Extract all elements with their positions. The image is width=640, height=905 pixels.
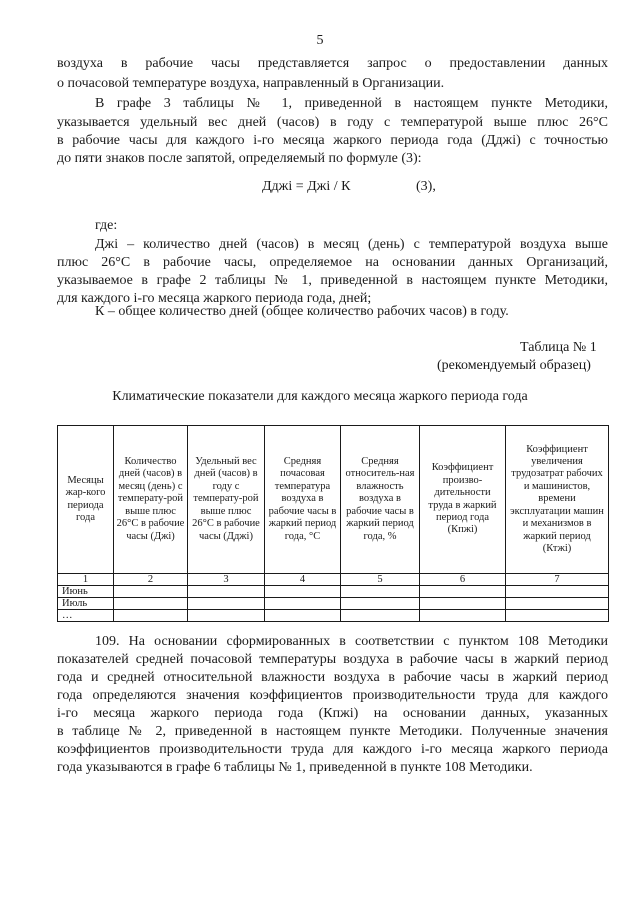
def1-line-4: для каждого i-го месяца жаркого периода года, дней; xyxy=(57,291,372,306)
col-number: 5 xyxy=(341,574,420,586)
header-avg-humidity: Средняя относитель-ная влажность воздуха в рабочие часы в жаркий период года, % xyxy=(341,426,420,574)
formula-expression: Дджi = Джi / К xyxy=(262,179,351,194)
climate-table xyxy=(57,425,609,622)
row-label: Июль xyxy=(58,598,114,610)
row-label: Июнь xyxy=(58,586,114,598)
def1-line-1: Джi – количество дней (часов) в месяц (день) с температурой воздуха выше xyxy=(95,237,608,252)
col-number: 4 xyxy=(265,574,341,586)
def1-line-2: плюс 26°С в рабочие часы, определяемое на основании данных Организаций, xyxy=(57,255,608,270)
table-row xyxy=(58,598,609,610)
table-title: Климатические показатели для каждого месяца жаркого периода года xyxy=(112,389,528,404)
para3-line-5: i-го месяца жаркого периода года (Кпжi) на основании данных, указанных xyxy=(57,706,608,721)
col-number: 1 xyxy=(58,574,114,586)
para1-line-1: воздуха в рабочие часы представляется запрос о предоставлении данных xyxy=(57,56,608,71)
header-labor-increase-coef: Коэффициент увеличения трудозатрат рабочих и машинистов, времени эксплуатации машин и механизмов в жаркий период (Ктжi) xyxy=(506,426,609,574)
header-month: Месяцы жар-кого периода года xyxy=(58,426,114,574)
header-days-share: Удельный вес дней (часов) в году с температу-рой выше плюс 26°С в рабочие часы (Дджi) xyxy=(188,426,265,574)
col-number: 2 xyxy=(114,574,188,586)
col-number: 6 xyxy=(420,574,506,586)
para3-line-3: года и средней относительной влажности воздуха в рабочие часы в жаркий период xyxy=(57,670,608,685)
para3-line-7: коэффициентов производительности труда для каждого i-го месяца жаркого периода xyxy=(57,742,608,757)
header-avg-temperature: Средняя почасовая температура воздуха в рабочие часы в жаркий период года, °С xyxy=(265,426,341,574)
where-label: где: xyxy=(95,218,118,233)
para3-line-8: года указываются в графе 6 таблицы № 1, приведенной в пункте 108 Методики. xyxy=(57,760,533,775)
para3-line-6: в таблице № 2, приведенной в настоящем пункте Методики. Полученные значения xyxy=(57,724,608,739)
para3-line-1: 109. На основании сформированных в соответствии с пунктом 108 Методики xyxy=(95,634,608,649)
para3-line-4: года определяются значения коэффициентов производительности труда для каждого xyxy=(57,688,608,703)
col-number: 7 xyxy=(506,574,609,586)
para2-line-1: В графе 3 таблицы № 1, приведенной в настоящем пункте Методики, xyxy=(95,96,608,111)
table-number-row xyxy=(58,574,609,586)
table-note: (рекомендуемый образец) xyxy=(437,358,591,373)
header-productivity-coef: Коэффициент произво-дительности труда в жаркий период года (Кпжi) xyxy=(420,426,506,574)
para2-line-4: до пяти знаков после запятой, определяемый по формуле (3): xyxy=(57,151,422,166)
para1-line-2: о почасовой температуре воздуха, направленный в Организации. xyxy=(57,76,445,91)
page-number: 5 xyxy=(316,33,324,48)
def2-line: К – общее количество дней (общее количество рабочих часов) в году. xyxy=(95,304,509,319)
table-row xyxy=(58,610,609,622)
header-days-count: Количество дней (часов) в месяц (день) с температу-рой выше плюс 26°С в рабочие часы (Джi) xyxy=(114,426,188,574)
col-number: 3 xyxy=(188,574,265,586)
table-header-row xyxy=(58,426,609,574)
formula-number: (3), xyxy=(416,179,436,194)
row-label: … xyxy=(58,610,114,622)
para3-line-2: показателей средней почасовой температуры воздуха в рабочие часы в жаркий период xyxy=(57,652,608,667)
para2-line-2: указывается удельный вес дней (часов) в году с температурой выше плюс 26°С xyxy=(57,115,608,130)
table-row xyxy=(58,586,609,598)
table-label: Таблица № 1 xyxy=(520,340,597,355)
para2-line-3: в рабочие часы для каждого i-го месяца жаркого периода года (Дджi) с точностью xyxy=(57,133,608,148)
def1-line-3: указываемое в графе 2 таблицы № 1, приведенной в настоящем пункте Методики, xyxy=(57,273,608,288)
